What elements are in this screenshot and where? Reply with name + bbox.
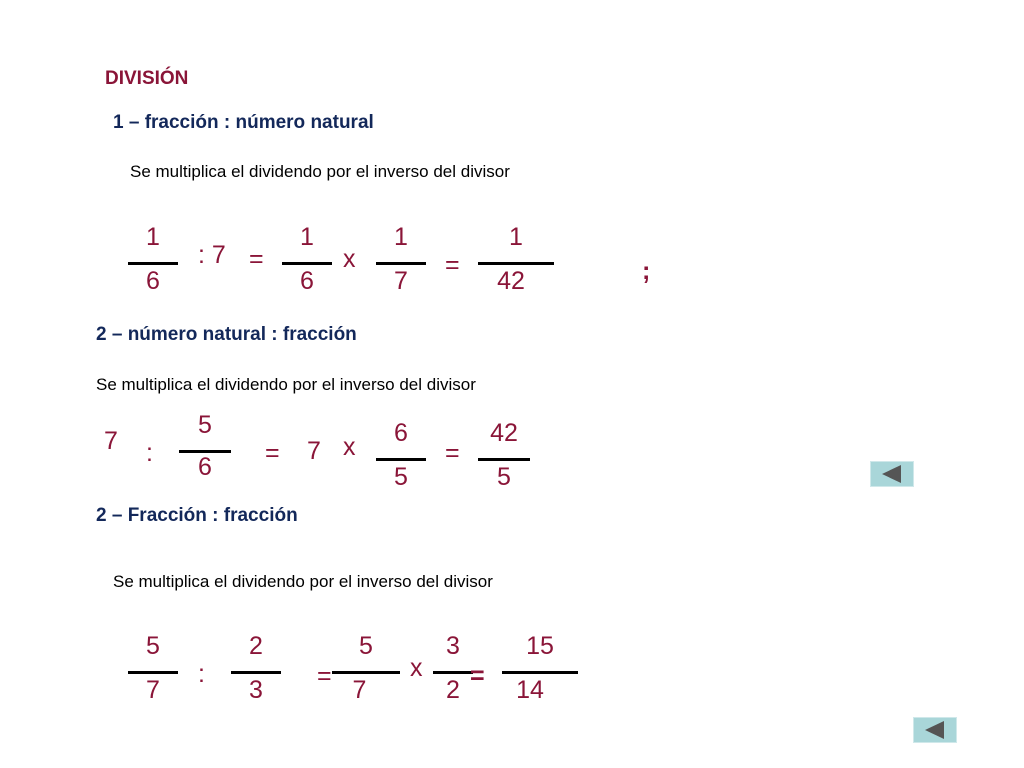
s3-times: x bbox=[410, 654, 423, 682]
triangle-left-icon bbox=[914, 718, 956, 742]
s3-f4-denominator: 2 bbox=[446, 676, 460, 704]
s2-f3-bar bbox=[478, 458, 530, 461]
s3-f3-denominator: 7 bbox=[352, 676, 367, 704]
s2-natural-7b: 7 bbox=[307, 437, 321, 465]
s2-natural-7: 7 bbox=[104, 427, 118, 455]
s3-f1-bar bbox=[128, 671, 178, 674]
s2-f2-denominator: 5 bbox=[394, 463, 408, 491]
s3-f3-bar bbox=[332, 671, 400, 674]
s2-f1-denominator: 6 bbox=[198, 453, 212, 481]
s3-colon: : bbox=[198, 660, 205, 688]
s1-semicolon: ; bbox=[642, 257, 651, 285]
s3-f1-numerator: 5 bbox=[146, 632, 160, 660]
s1-f1-denominator: 6 bbox=[146, 267, 160, 295]
s1-f4-denominator: 42 bbox=[497, 267, 525, 295]
section-1-heading: 1 – fracción : número natural bbox=[113, 112, 374, 133]
s2-times: x bbox=[343, 433, 356, 461]
s1-f1-bar bbox=[128, 262, 178, 265]
s1-equals-1: = bbox=[249, 245, 264, 273]
s3-f5-numerator: 15 bbox=[526, 632, 554, 660]
s1-f2-bar bbox=[282, 262, 332, 265]
s1-f3-denominator: 7 bbox=[394, 267, 408, 295]
s1-divide-by-7: : 7 bbox=[198, 241, 226, 269]
s3-f4-numerator: 3 bbox=[446, 632, 460, 660]
s2-equals-2: = bbox=[445, 439, 460, 467]
section-3-heading: 2 – Fracción : fracción bbox=[96, 505, 298, 526]
s2-f2-numerator: 6 bbox=[394, 419, 408, 447]
back-nav-button-1[interactable] bbox=[870, 461, 914, 487]
s2-f3-numerator: 42 bbox=[490, 419, 518, 447]
s3-equals-2: = bbox=[470, 662, 485, 690]
s1-times: x bbox=[343, 245, 356, 273]
s1-equals-2: = bbox=[445, 251, 460, 279]
s1-f4-bar bbox=[478, 262, 554, 265]
s3-equals-1: = bbox=[317, 662, 332, 690]
section-1-note: Se multiplica el dividendo por el inverso del divisor bbox=[130, 162, 510, 181]
s1-f1-numerator: 1 bbox=[146, 223, 160, 251]
s1-f2-denominator: 6 bbox=[300, 267, 314, 295]
s1-f4-numerator: 1 bbox=[509, 223, 523, 251]
back-nav-button-2[interactable] bbox=[913, 717, 957, 743]
s3-f1-denominator: 7 bbox=[146, 676, 160, 704]
section-2-heading: 2 – número natural : fracción bbox=[96, 324, 357, 345]
s3-f3-numerator: 5 bbox=[359, 632, 373, 660]
s1-f2-numerator: 1 bbox=[300, 223, 314, 251]
s3-f5-bar bbox=[502, 671, 578, 674]
s1-f3-bar bbox=[376, 262, 426, 265]
page-title: DIVISIÓN bbox=[105, 68, 189, 89]
s3-f5-denominator: 14 bbox=[516, 676, 544, 704]
s2-colon: : bbox=[146, 439, 153, 467]
s2-f2-bar bbox=[376, 458, 426, 461]
s3-f2-denominator: 3 bbox=[249, 676, 263, 704]
s1-f3-numerator: 1 bbox=[394, 223, 408, 251]
s2-f1-numerator: 5 bbox=[198, 411, 212, 439]
s2-equals-1: = bbox=[265, 439, 280, 467]
triangle-left-icon bbox=[871, 462, 913, 486]
section-2-note: Se multiplica el dividendo por el inverso del divisor bbox=[96, 375, 476, 394]
s3-f2-numerator: 2 bbox=[249, 632, 263, 660]
s2-f3-denominator: 5 bbox=[497, 463, 511, 491]
s3-f2-bar bbox=[231, 671, 281, 674]
s3-f4-bar bbox=[433, 671, 473, 674]
section-3-note: Se multiplica el dividendo por el inverso del divisor bbox=[113, 572, 493, 591]
